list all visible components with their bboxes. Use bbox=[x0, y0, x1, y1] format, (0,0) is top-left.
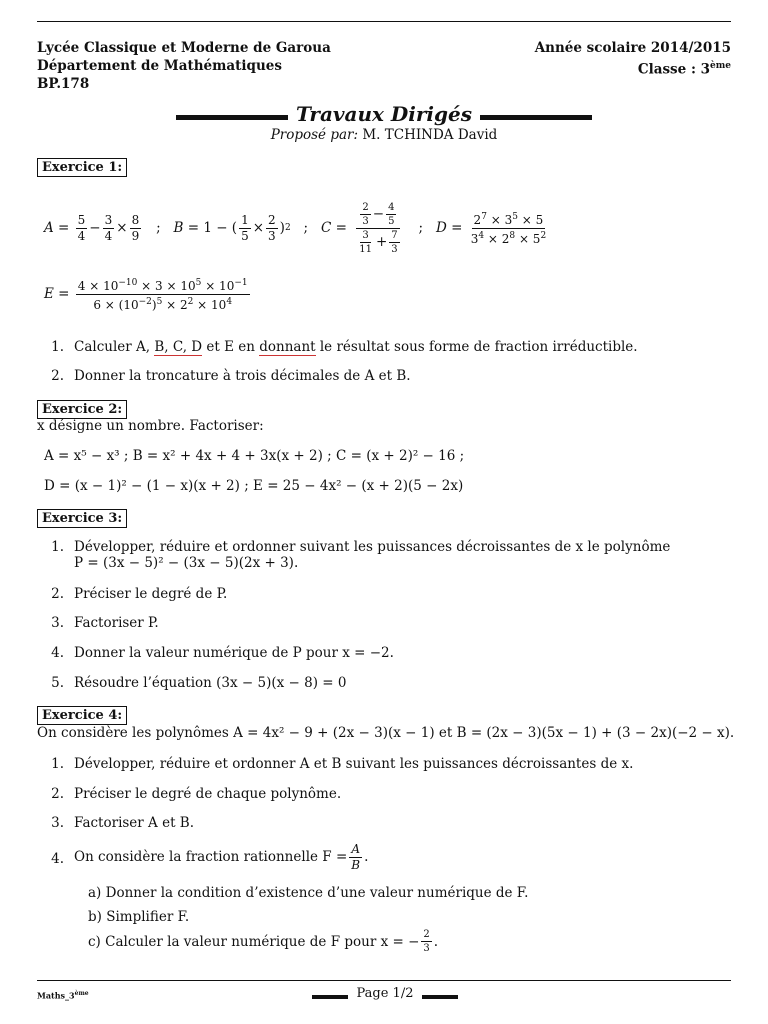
ex1-item-1-part-b: B, C, D bbox=[154, 339, 203, 355]
ex4-item-2-num: 2. bbox=[51, 786, 64, 802]
top-rule bbox=[37, 21, 731, 22]
department-name: Département de Mathématiques bbox=[37, 58, 282, 74]
ex4-intro: On considère les polynômes A = 4x² − 9 + (2x − 3)(x − 1) et B = (2x − 3)(5x − 1) + (3 − 2x)(−2 − x). bbox=[37, 725, 735, 741]
author-name: M. TCHINDA David bbox=[362, 127, 498, 143]
ex1-item-1-part-d: donnant bbox=[259, 339, 316, 355]
school-name: Lycée Classique et Moderne de Garoua bbox=[37, 40, 331, 56]
ex1-item-1-part-a: Calculer A, bbox=[74, 339, 155, 355]
author-line bbox=[0, 127, 768, 143]
ex4-item-3: Factoriser A et B. bbox=[74, 815, 195, 831]
ex4-item-1: Développer, réduire et ordonner A et B suivant les puissances décroissantes de x. bbox=[74, 756, 634, 772]
ex4-sub-a bbox=[88, 885, 528, 901]
ex3-item-1: Développer, réduire et ordonner suivant les puissances décroissantes de x le polynôme bbox=[74, 539, 671, 555]
exercise-1-heading: Exercice 1: bbox=[37, 158, 127, 177]
ex1-item-2: Donner la troncature à trois décimales de A et B. bbox=[74, 368, 411, 384]
ex4-item-4-text: On considère la fraction rationnelle F = bbox=[74, 849, 348, 865]
ex2-line-1: A = x⁵ − x³ ; B = x² + 4x + 4 + 3x(x + 2) ; C = (x + 2)² − 16 ; bbox=[44, 448, 465, 464]
ex4-sub-c-label: c) bbox=[88, 933, 101, 950]
ex3-item-5: Résoudre l’équation (3x − 5)(x − 8) = 0 bbox=[74, 675, 347, 691]
ex1-item-1-part-e: le résultat sous forme de fraction irréductible. bbox=[315, 339, 638, 355]
year-header bbox=[535, 39, 731, 79]
exercise-4-heading: Exercice 4: bbox=[37, 706, 127, 725]
class-text: Classe : 3 bbox=[637, 61, 711, 78]
footer-subject-sup: ème bbox=[74, 990, 89, 997]
title-bar-left bbox=[176, 115, 288, 120]
page-number: Page 1/2 bbox=[356, 986, 414, 1001]
exercise-3-heading: Exercice 3: bbox=[37, 509, 127, 528]
school-year: Année scolaire 2014/2015 bbox=[534, 40, 731, 56]
ex4-item-4: On considère la fraction rationnelle F = $\frac{A}{B}$ . bbox=[74, 841, 369, 872]
footer-bar-left bbox=[312, 995, 348, 999]
proposed-label: Proposé par: bbox=[270, 127, 359, 143]
ex2-line-2: D = (x − 1)² − (1 − x)(x + 2) ; E = 25 − 4x² − (x + 2)(5 − 2x) bbox=[44, 478, 464, 494]
ex1-item-1-num: 1. bbox=[51, 339, 64, 355]
footer-left bbox=[37, 990, 89, 1001]
ex4-sub-c-text: Calculer la valeur numérique de F pour x = − bbox=[105, 933, 420, 950]
class-sup: ème bbox=[710, 61, 731, 71]
ex4-item-4-num: 4. bbox=[51, 851, 64, 867]
ex3-item-4: Donner la valeur numérique de P pour x = −2. bbox=[74, 645, 394, 661]
title-bar-right bbox=[480, 115, 592, 120]
ex1-item-1-part-c: et E en bbox=[202, 339, 260, 355]
ex1-item-1 bbox=[74, 339, 638, 355]
ex4-sub-a-text: Donner la condition d’existence d’une valeur numérique de F. bbox=[105, 885, 529, 901]
ex1-expressions: A = $\frac{5}{4}$ − $\frac{3}{4}$ × $\frac{8}{9}$ ; B = 1 − ( $\frac{1}{5}$ × $\frac{2}{3}$ ) 2 ; C = $\frac{2}{3}$ − $\frac{4}{5}$ $\frac{3}{11}$ + $\frac{7}{3}$ ; D = $\frac{2^7 \times 3^5 \times 5}{3^4 \times 2^8 \times 5^2}$ bbox=[44, 201, 547, 255]
exercise-2-heading: Exercice 2: bbox=[37, 400, 127, 419]
ex2-intro: x désigne un nombre. Factoriser: bbox=[37, 418, 264, 434]
ex3-item-1-num: 1. bbox=[51, 539, 64, 555]
footer-bar-right bbox=[422, 995, 458, 999]
ex3-item-4-num: 4. bbox=[51, 645, 64, 661]
ex4-sub-b-text: Simplifier F. bbox=[106, 909, 190, 925]
ex1-item-2-num: 2. bbox=[51, 368, 64, 384]
ex3-item-1-cont: P = (3x − 5)² − (3x − 5)(2x + 3). bbox=[74, 555, 299, 571]
ex4-item-3-num: 3. bbox=[51, 815, 64, 831]
ex3-item-3-num: 3. bbox=[51, 615, 64, 631]
ex4-sub-c: c) Calculer la valeur numérique de F pour x = − $\frac{2}{3}$ . bbox=[88, 929, 439, 954]
footer-rule bbox=[37, 980, 731, 981]
ex4-item-1-num: 1. bbox=[51, 756, 64, 772]
school-header bbox=[37, 39, 331, 93]
footer-subject: Maths_3 bbox=[37, 990, 75, 1001]
ex4-sub-a-label: a) bbox=[88, 885, 102, 901]
ex3-item-2: Préciser le degré de P. bbox=[74, 586, 228, 602]
ex3-item-2-num: 2. bbox=[51, 586, 64, 602]
page-title: Travaux Dirigés bbox=[296, 102, 472, 126]
ex4-sub-b-label: b) bbox=[88, 909, 102, 925]
ex4-item-2: Préciser le degré de chaque polynôme. bbox=[74, 786, 342, 802]
bp-number: BP.178 bbox=[37, 76, 90, 92]
ex3-item-3: Factoriser P. bbox=[74, 615, 159, 631]
ex4-sub-b bbox=[88, 909, 189, 925]
ex1-expression-e: E = $\frac{4 \times 10^{-10} \times 3 \times 10^5 \times 10^{-1}}{6 \times (10^{-2})^5 \times 2^2 \times 10^4}$ bbox=[44, 277, 248, 312]
class-label bbox=[535, 57, 731, 79]
ex3-item-5-num: 5. bbox=[51, 675, 64, 691]
